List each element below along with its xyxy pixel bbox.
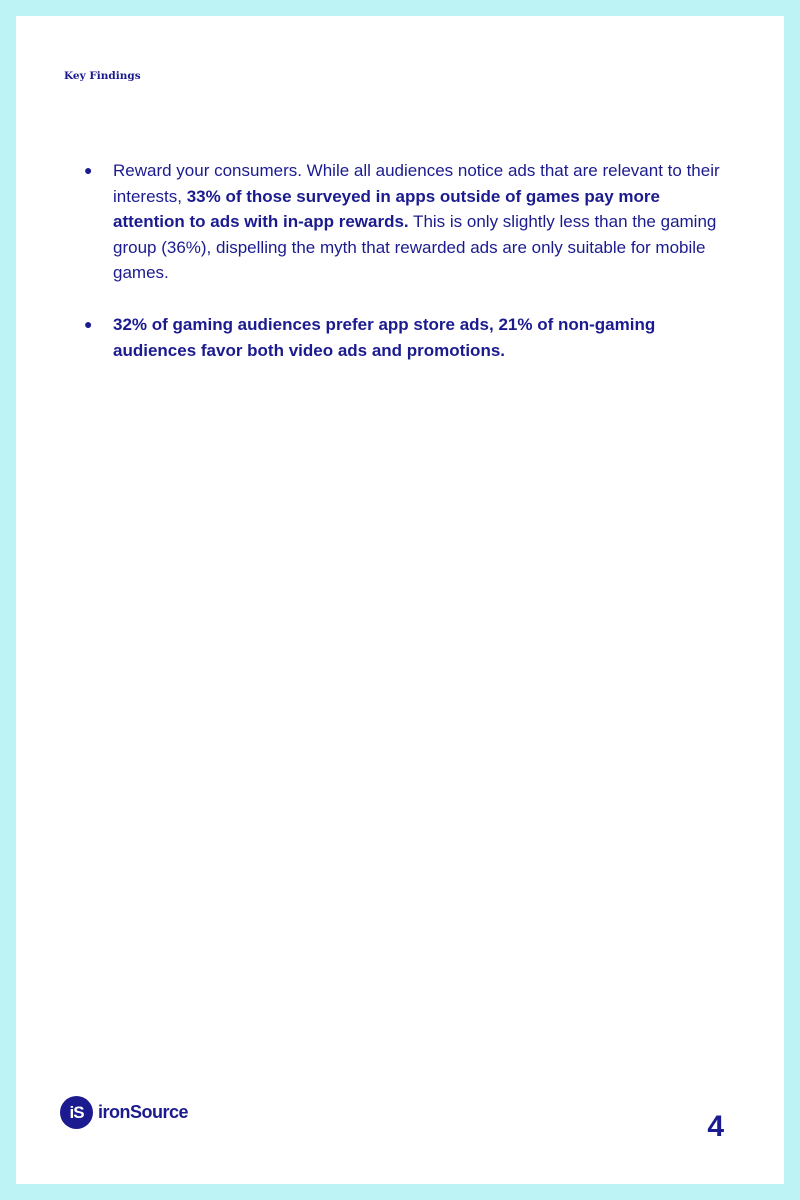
- finding-item: [84, 312, 728, 363]
- bullet-icon: ●: [84, 315, 93, 332]
- page: [16, 16, 784, 1184]
- finding-item: [84, 158, 728, 286]
- finding-text: Reward your consumers. While all audiences notice ads that are relevant to their interests,: [113, 161, 720, 206]
- section-header: Key Findings: [64, 70, 141, 82]
- logo-text: ironSource: [98, 1102, 189, 1122]
- finding-highlight: 33% of those surveyed in apps outside of games pay more attention to ads with in-app rewards.: [113, 186, 661, 232]
- finding-highlight: 32% of gaming audiences prefer app store ads, 21% of non-gaming audiences favor both video ads and promotions.: [113, 314, 656, 360]
- ironsource-logo: [60, 1096, 188, 1129]
- finding-text: This is only slightly less than the gaming group (36%), dispelling the myth that rewarded ads are only suitable for mobile games.: [113, 212, 717, 283]
- logo-mark-icon: iS: [60, 1096, 93, 1129]
- findings-list: [84, 158, 728, 389]
- page-number: 4: [707, 1110, 724, 1143]
- bullet-icon: ●: [84, 162, 93, 178]
